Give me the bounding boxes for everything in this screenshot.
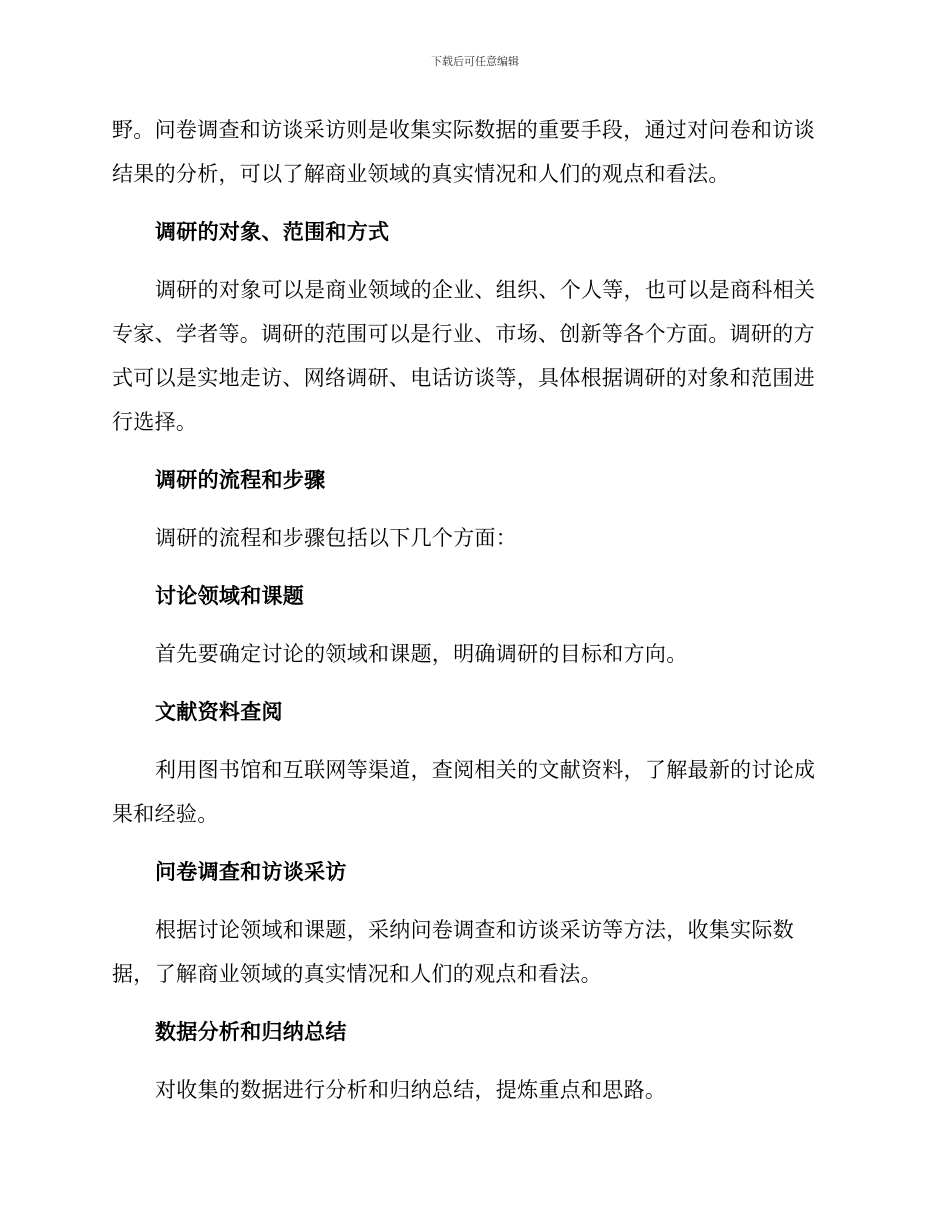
heading-literature-review: 文献资料查阅 bbox=[155, 700, 283, 724]
paragraph-domain-topic: 首先要确定讨论的领域和课题，明确调研的目标和方向。 bbox=[155, 642, 688, 666]
paragraph-intro: 野。问卷调查和访谈采访则是收集实际数据的重要手段，通过对问卷和访谈结果的分析，可以了解商业领域的真实情况和人们的观点和看法。 bbox=[112, 118, 815, 186]
heading-survey-interview: 问卷调查和访谈采访 bbox=[155, 860, 347, 884]
paragraph-data-analysis: 对收集的数据进行分析和归纳总结，提炼重点和思路。 bbox=[155, 1078, 667, 1102]
heading-process-steps: 调研的流程和步骤 bbox=[155, 468, 326, 492]
heading-domain-topic: 讨论领域和课题 bbox=[155, 584, 305, 608]
document-body bbox=[112, 108, 832, 1112]
page-header: 下载后可任意编辑 bbox=[431, 55, 519, 68]
paragraph-process-steps: 调研的流程和步骤包括以下几个方面： bbox=[155, 526, 518, 550]
heading-data-analysis: 数据分析和归纳总结 bbox=[155, 1020, 347, 1044]
paragraph-literature-review: 利用图书馆和互联网等渠道，查阅相关的文献资料，了解最新的讨论成果和经验。 bbox=[112, 758, 816, 826]
paragraph-object-scope-method: 调研的对象可以是商业领域的企业、组织、个人等，也可以是商科相关专家、学者等。调研的范围可以是行业、市场、创新等各个方面。调研的方式可以是实地走访、网络调研、电话访谈等，具体根据调研的对象和范围进行选择。 bbox=[112, 278, 816, 434]
paragraph-survey-interview: 根据讨论领域和课题，采纳问卷调查和访谈采访等方法，收集实际数据，了解商业领域的真实情况和人们的观点和看法。 bbox=[112, 918, 794, 986]
heading-object-scope-method: 调研的对象、范围和方式 bbox=[155, 220, 390, 244]
